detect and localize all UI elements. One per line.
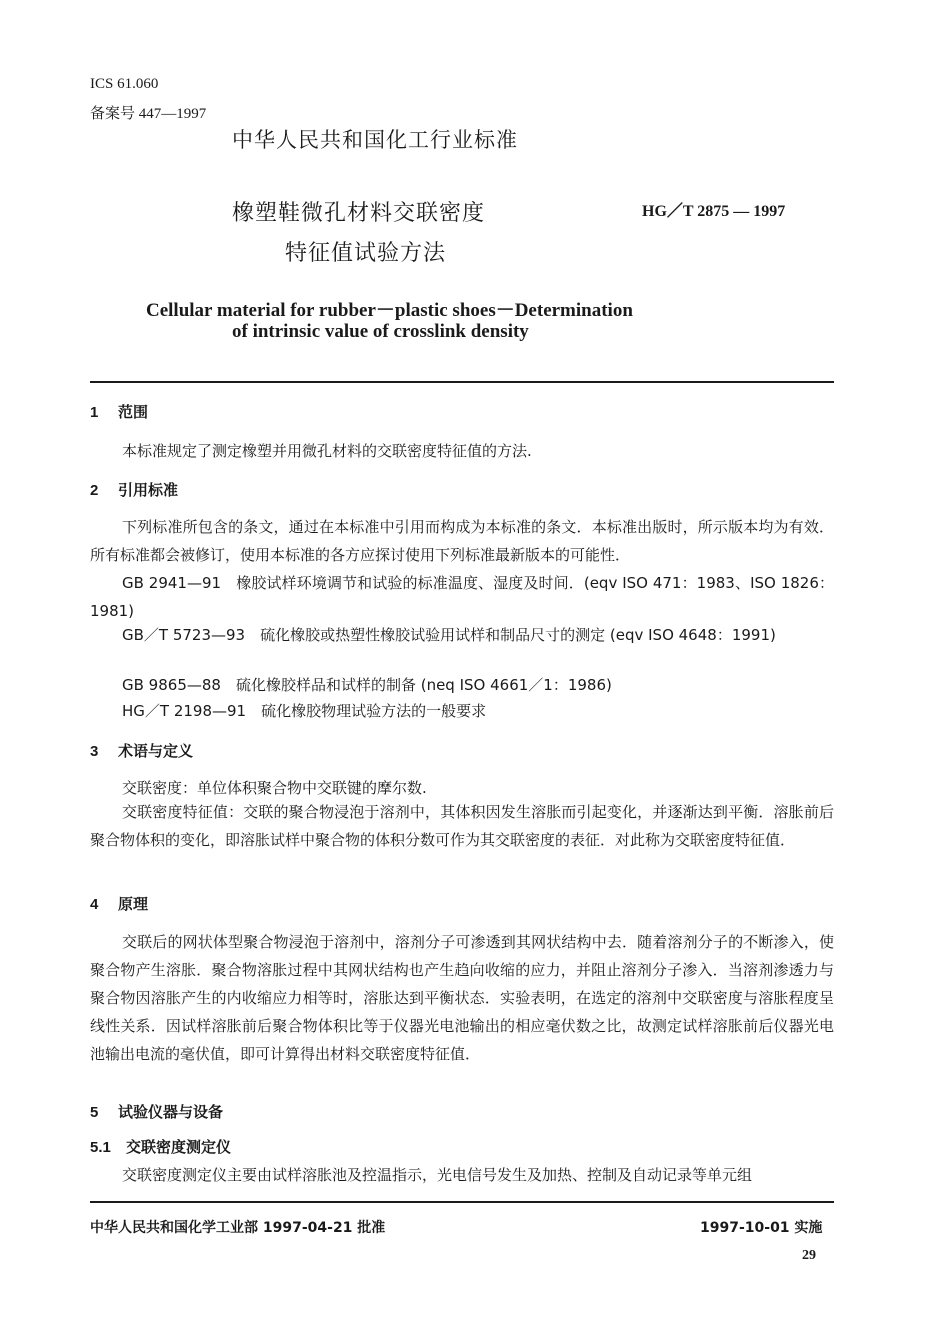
standard-code: HG／T 2875 — 1997 (642, 203, 786, 220)
page-number: 29 (802, 1248, 816, 1263)
section-number: 2 (90, 482, 99, 499)
section-4-text: 交联后的网状体型聚合物浸泡于溶剂中，溶剂分子可渗透到其网状结构中去．随着溶剂分子的不断渗入，使聚合物产生溶胀．聚合物溶胀过程中其网状结构也产生趋向收缩的应力，并阻止溶剂分子渗入．当溶剂渗透力与聚合物因溶胀产生的内收缩应力相等时，溶胀达到平衡状态．实验表明，在选定的溶剂中交联密度与溶胀程度呈线性关系．因试样溶胀前后聚合物体积比等于仪器光电池输出的相应毫伏数之比，故测定试样溶胀前后仪器光电池输出电流的毫伏值，即可计算得出材料交联密度特征值． (90, 933, 834, 1063)
definition-crosslink-density: 交联密度：单位体积聚合物中交联键的摩尔数. (122, 779, 427, 797)
doc-title-line1: 橡塑鞋微孔材料交联密度 (232, 201, 486, 226)
section-title: 原理 (118, 895, 149, 913)
definition-intrinsic-value: 交联密度特征值：交联的聚合物浸泡于溶剂中，其体积因发生溶胀而引起变化，并逐渐达到平衡．溶胀前后聚合物体积的变化，即溶胀试样中聚合物的体积分数可作为其交联密度的表征．对此称为交联密度特征值． (90, 803, 834, 849)
section-5-heading (90, 1101, 223, 1122)
english-title-line2: of intrinsic value of crosslink density (232, 321, 529, 342)
subsection-number: 5.1 (90, 1139, 111, 1156)
reference-item: GB 9865—88 硫化橡胶样品和试样的制备 (neq ISO 4661／1：1986) (122, 676, 612, 694)
reference-item: GB／T 5723—93 硫化橡胶或热塑性橡胶试验用试样和制品尺寸的测定 (eqv ISO 4648：1991) (122, 626, 776, 644)
section-5-1-text: 交联密度测定仪主要由试样溶胀池及控温指示，光电信号发生及加热、控制及自动记录等单元组 (122, 1166, 753, 1184)
section-title: 术语与定义 (118, 742, 194, 760)
reference-item: HG／T 2198—91 硫化橡胶物理试验方法的一般要求 (122, 702, 487, 720)
section-number: 1 (90, 404, 99, 421)
header-rule (90, 381, 834, 383)
subsection-title: 交联密度测定仪 (126, 1138, 232, 1156)
approval-line: 中华人民共和国化学工业部 1997-04-21 批准 (90, 1220, 386, 1236)
english-title-line1: Cellular material for rubber－plastic shoes－Determination (146, 300, 633, 321)
section-1-heading (90, 401, 148, 422)
section-title: 范围 (118, 403, 149, 421)
reference-item: GB 2941—91 橡胶试样环境调节和试验的标准温度、湿度及时间．(eqv ISO 471：1983、ISO 1826：1981) (90, 574, 834, 620)
section-number: 4 (90, 896, 99, 913)
section-3-heading (90, 740, 193, 761)
section-2-heading (90, 479, 178, 500)
section-title: 试验仪器与设备 (118, 1103, 224, 1121)
section-1-text: 本标准规定了测定橡塑并用微孔材料的交联密度特征值的方法. (122, 442, 532, 460)
section-2-intro: 下列标准所包含的条文，通过在本标准中引用而构成为本标准的条文．本标准出版时，所示版本均为有效．所有标准都会被修订，使用本标准的各方应探讨使用下列标准最新版本的可能性． (90, 518, 834, 564)
section-5-1-heading (90, 1136, 231, 1157)
effective-date: 1997-10-01 实施 (700, 1220, 823, 1236)
section-number: 5 (90, 1104, 99, 1121)
standard-type: 中华人民共和国化工行业标准 (232, 128, 518, 152)
ics-code: ICS 61.060 (90, 76, 159, 92)
filing-number: 备案号 447—1997 (90, 106, 207, 122)
section-title: 引用标准 (118, 481, 179, 499)
section-number: 3 (90, 743, 99, 760)
section-4-heading (90, 893, 148, 914)
footer-rule (90, 1201, 834, 1203)
doc-title-line2: 特征值试验方法 (285, 241, 447, 266)
